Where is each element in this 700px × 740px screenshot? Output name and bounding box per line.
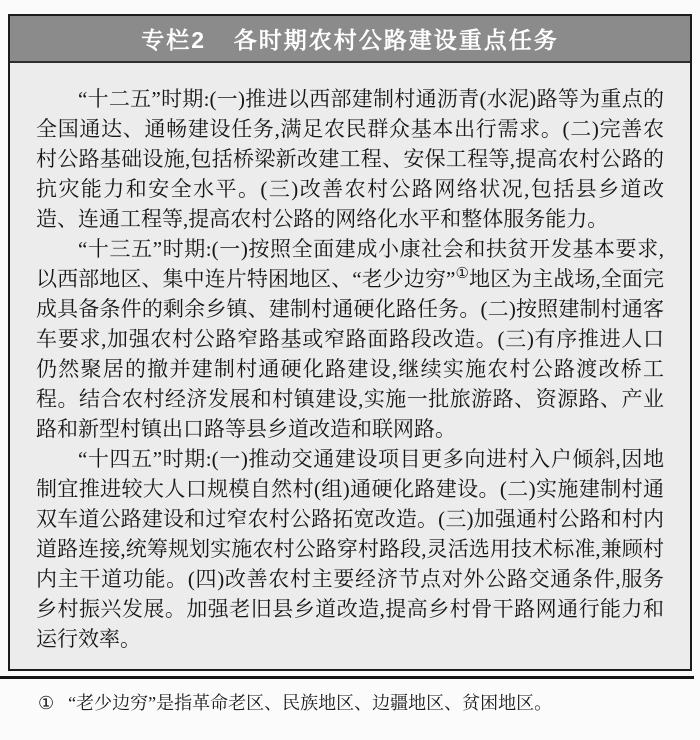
footnote-text: “老少边穷”是指革命老区、民族地区、边疆地区、贫困地区。 (68, 693, 553, 713)
footnote-marker: ① (38, 693, 55, 713)
box-header (10, 16, 690, 63)
footnote-separator-rule (0, 676, 694, 679)
box-title: 各时期农村公路建设重点任务 (233, 27, 559, 53)
paragraph-13th-five-year-period (36, 234, 664, 444)
footnote-reference-marker: ① (455, 266, 469, 282)
paragraph-14th-five-year-period: “十四五”时期:(一)推动交通建设项目更多向进村入户倾斜,因地制宜推进较大人口规模自然村(组)通硬化路建设。(二)实施建制村通双车道公路建设和过窄农村公路拓宽改造。(三)加强通村公路和村内道路连接,统筹规划实施农村公路穿村路段,灵活选用技术标准,兼顾村内主干道功能。(四)改善农村主要经济节点对外公路交通条件,服务乡村振兴发展。加强老旧县乡道改造,提高乡村骨干路网通行能力和运行效率。 (36, 447, 664, 651)
paragraph-text-before-marker: “十三五”时期:(一)按照全面建成小康社会和扶贫开发基本要求,以西部地区、集中连片特困地区、“老少边穷” (36, 237, 664, 291)
box-body (10, 63, 690, 669)
paragraph-text-after-marker: 地区为主战场,全面完成具备条件的剩余乡镇、建制村通硬化路任务。(二)按照建制村通客车要求,加强农村公路窄路基或窄路面路段改造。(三)有序推进人口仍然聚居的撤并建制村通硬化路建设,继续实施农村公路渡改桥工程。结合农村经济发展和村镇建设,实施一批旅游路、资源路、产业路和新型村镇出口路等县乡道改造和联网路。 (36, 267, 665, 441)
box-label: 专栏2 (141, 27, 207, 53)
callout-box-column2 (8, 14, 692, 671)
paragraph-12th-five-year-period: “十二五”时期:(一)推进以西部建制村通沥青(水泥)路等为重点的全国通达、通畅建设任务,满足农民群众基本出行需求。(二)完善农村公路基础设施,包括桥梁新改建工程、安保工程等,提高农村公路的抗灾能力和安全水平。(三)改善农村公路网络状况,包括县乡道改造、连通工程等,提高农村公路的网络化水平和整体服务能力。 (36, 87, 664, 231)
footnote (38, 690, 684, 716)
